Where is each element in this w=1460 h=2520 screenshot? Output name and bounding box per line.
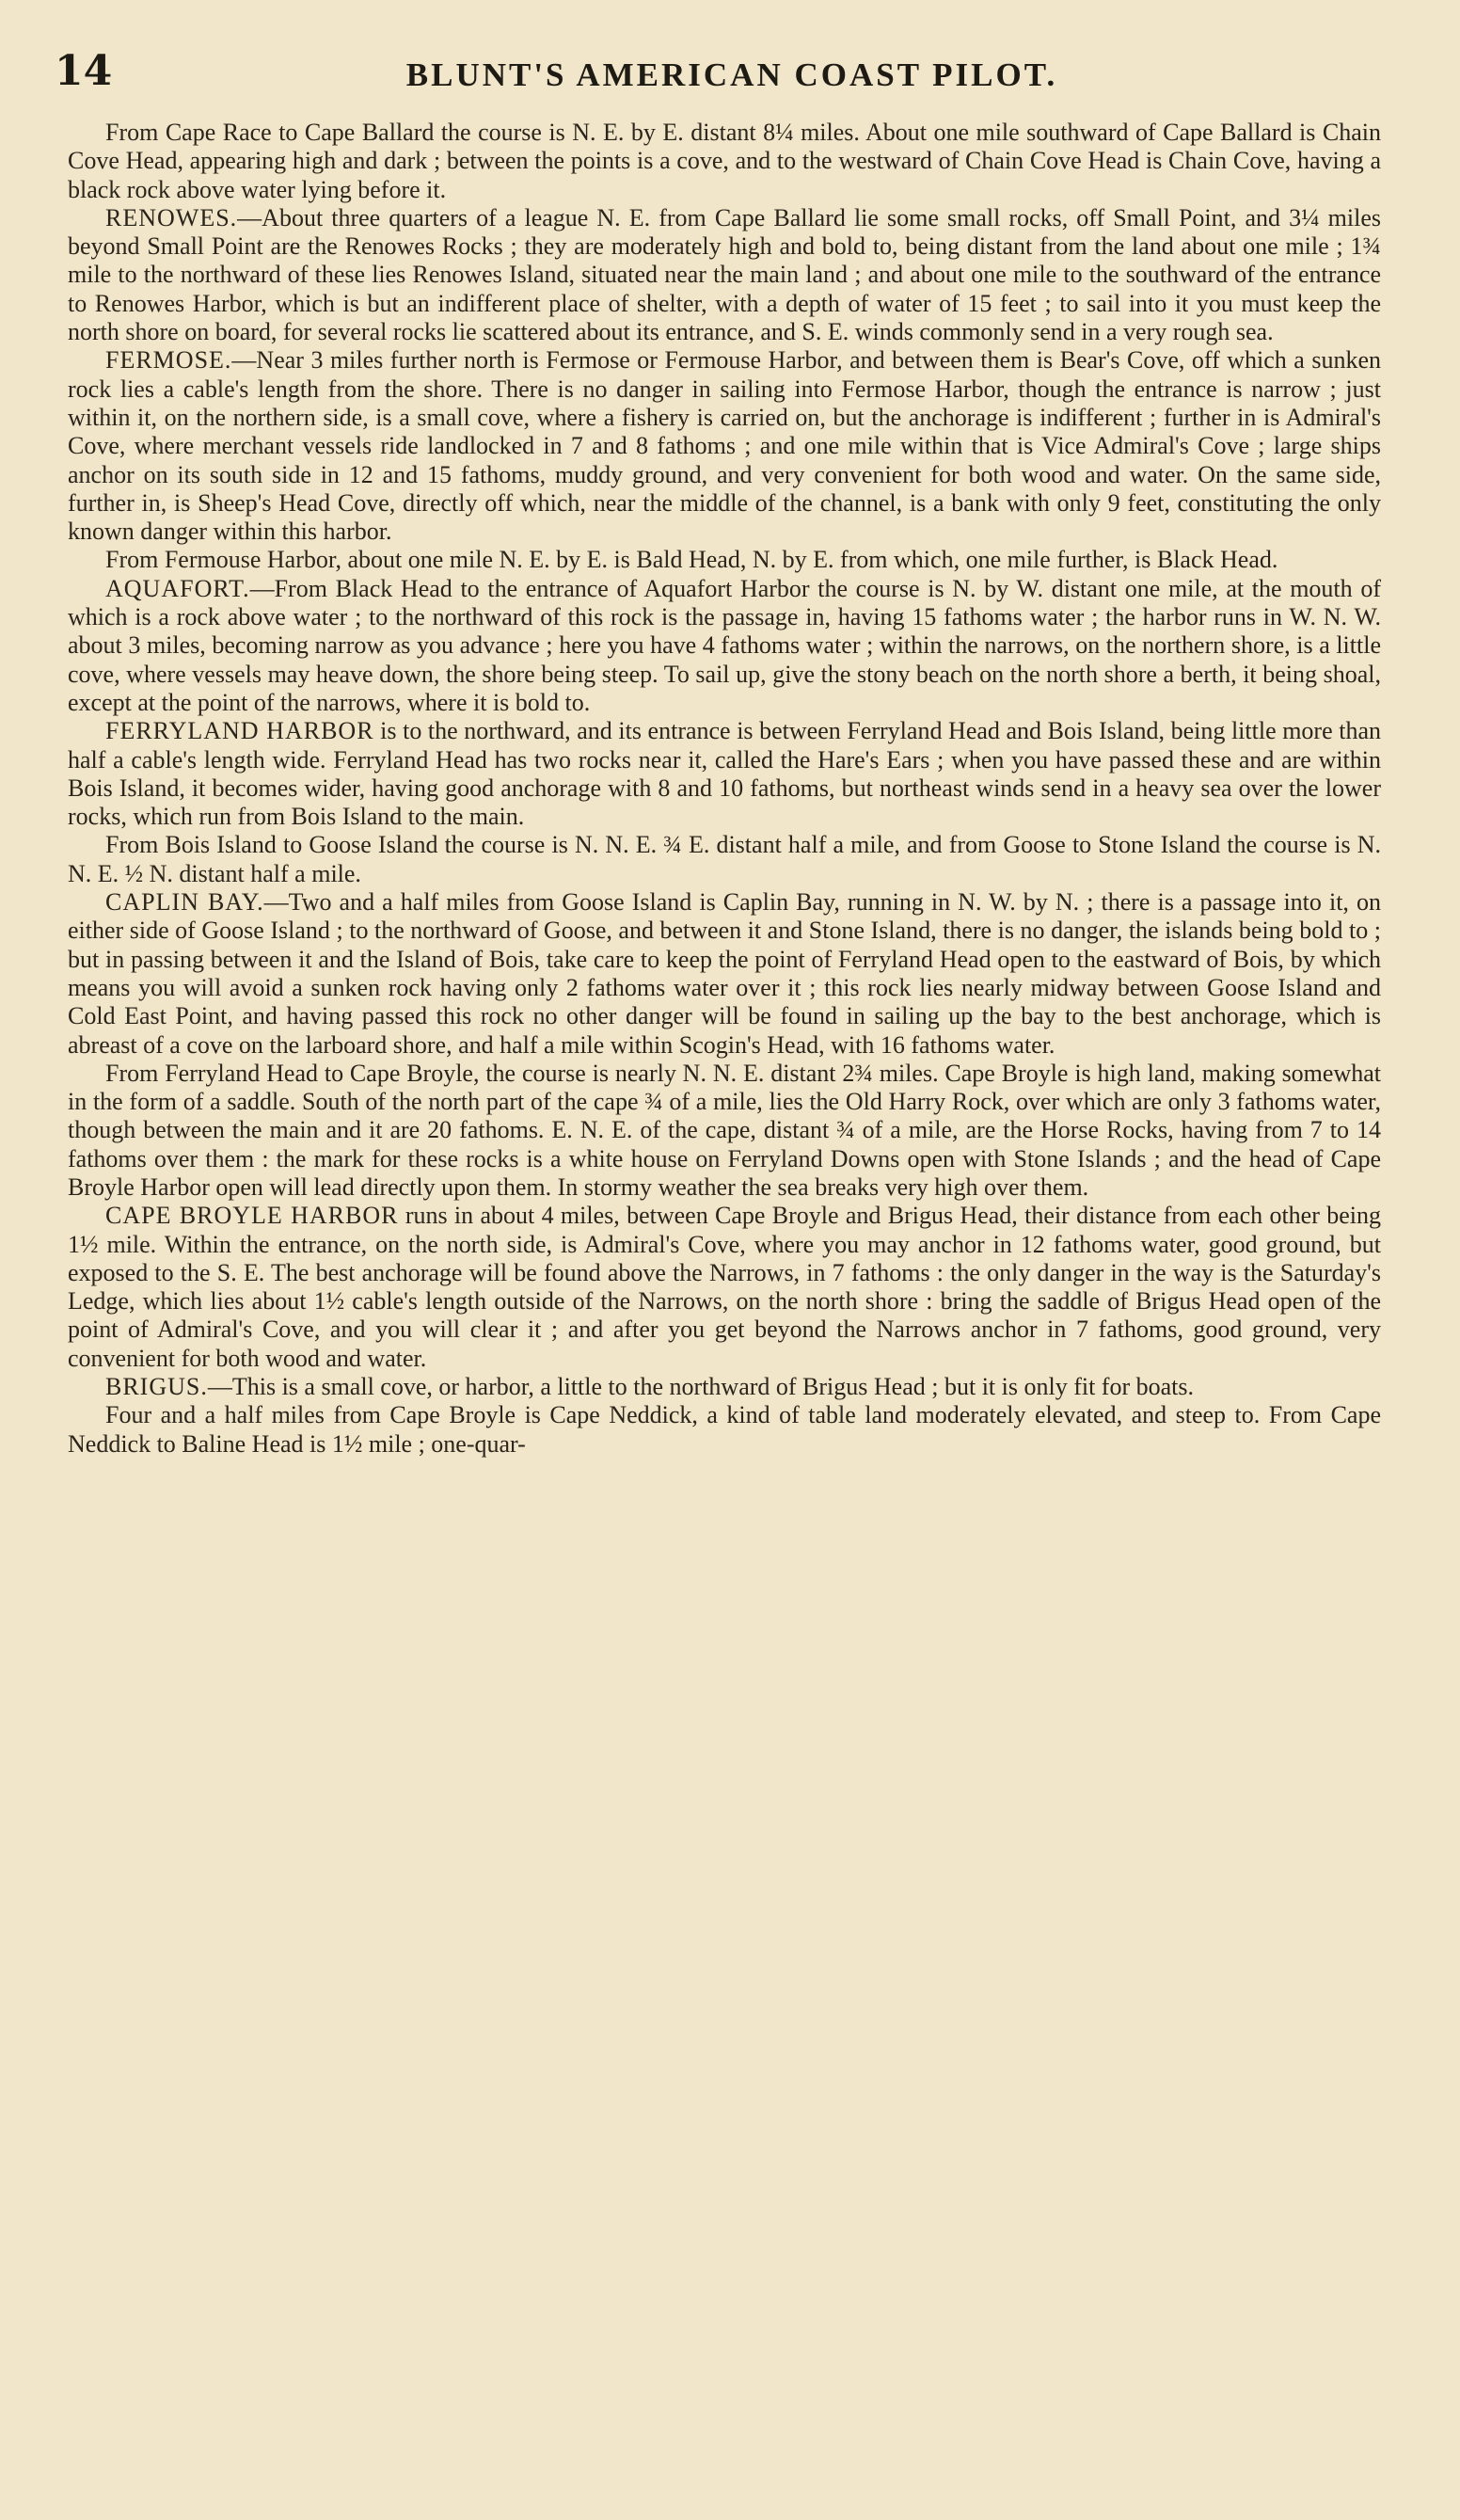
section-heading-ferryland-harbor: FERRYLAND HARBOR	[105, 717, 374, 745]
paragraph-text: From Fermouse Harbor, about one mile N. E. by E. is Bald Head, N. by E. from which, one mile further, is Black Head.	[105, 546, 1278, 574]
paragraph-text: —Near 3 miles further north is Fermose or Fermouse Harbor, and between them is Bear's Cove, off which a sunken rock lies a cable's length from the shore. There is no danger in sailing into Fermose Harbor, though the entrance is narrow ; just within it, on the northern side, is a small cove, where a fishery is carried on, but the anchorage is indifferent ; further in is Admiral's Cove, where merchant vessels ride landlocked in 7 and 8 fathoms ; and one mile within that is Vice Admiral's Cove ; large ships anchor on its south side in 12 and 15 fathoms, muddy ground, and very convenient for both wood and water. On the same side, further in, is Sheep's Head Cove, directly off which, near the middle of the channel, is a bank with only 9 feet, constituting the only known danger within this harbor.	[68, 346, 1381, 546]
running-title: BLUNT'S AMERICAN COAST PILOT.	[405, 56, 1058, 93]
page-header	[55, 38, 1409, 104]
page-number: 14	[55, 47, 113, 95]
paragraph-fermose	[68, 346, 1381, 546]
paragraph-text: runs in about 4 miles, between Cape Broyle and Brigus Head, their distance from each other being 1½ mile. Within the entrance, on the north side, is Admiral's Cove, where you may anchor in 12 fathoms water, good ground, but exposed to the S. E. The best anchorage will be found above the Narrows, in 7 fathoms : the only danger in the way is the Saturday's Ledge, which lies about 1½ cable's length outside of the Narrows, on the north shore : bring the saddle of Brigus Head open of the point of Admiral's Cove, and you will clear it ; and after you get beyond the Narrows anchor in 7 fathoms, good ground, very convenient for both wood and water.	[68, 1202, 1381, 1372]
paragraph-text: —From Black Head to the entrance of Aquafort Harbor the course is N. by W. distant one mile, at the mouth of which is a rock above water ; to the northward of this rock is the passage in, having 15 fathoms water ; the harbor runs in W. N. W. about 3 miles, becoming narrow as you advance ; here you have 4 fathoms water ; within the narrows, on the northern shore, is a little cove, where vessels may heave down, the shore being steep. To sail up, give the stony beach on the north shore a berth, it being shoal, except at the point of the narrows, where it is bold to.	[68, 574, 1381, 716]
paragraph-text: —This is a small cove, or harbor, a little to the northward of Brigus Head ; but it is only fit for boats.	[207, 1373, 1195, 1401]
paragraph-bois-island	[68, 831, 1381, 888]
paragraph-text: is to the northward, and its entrance is between Ferryland Head and Bois Island, being little more than half a cable's length wide. Ferryland Head has two rocks near it, called the Hare's Ears ; when you have passed these and are within Bois Island, it becomes wider, having good anchorage with 8 and 10 fathoms, but northeast winds send in a heavy sea over the lower rocks, which run from Bois Island to the main.	[68, 717, 1381, 831]
paragraph-ferryland-harbor	[68, 717, 1381, 831]
paragraph-cape-broyle-harbor	[68, 1202, 1381, 1373]
paragraph-text: From Ferryland Head to Cape Broyle, the course is nearly N. N. E. distant 2¾ miles. Cape Broyle is high land, making somewhat in the form of a saddle. South of the north part of the cape ¾ of a mile, lies the Old Harry Rock, over which are only 3 fathoms water, though between the main and it are 20 fathoms. E. N. E. of the cape, distant ¾ of a mile, are the Horse Rocks, having from 7 to 14 fathoms over them : the mark for these rocks is a white house on Ferryland Downs open with Stone Islands ; and the head of Cape Broyle Harbor open will lead directly upon them. In stormy weather the sea breaks very high over them.	[68, 1059, 1381, 1201]
paragraph-cape-neddick	[68, 1401, 1381, 1459]
section-heading-brigus: BRIGUS.	[105, 1373, 208, 1401]
paragraph-fermouse-harbor	[68, 546, 1381, 574]
paragraph-caplin-bay	[68, 888, 1381, 1060]
paragraph-cape-broyle	[68, 1060, 1381, 1202]
paragraph-text: Four and a half miles from Cape Broyle is Cape Neddick, a kind of table land moderately elevated, and steep to. From Cape Neddick to Baline Head is 1½ mile ; one-quar-	[68, 1401, 1381, 1458]
paragraph-aquafort	[68, 575, 1381, 717]
section-heading-renowes: RENOWES.	[105, 203, 238, 231]
paragraph-renowes	[68, 204, 1381, 346]
paragraph-text: —Two and a half miles from Goose Island is Caplin Bay, running in N. W. by N. ; there is a passage into it, on either side of Goose Island ; to the northward of Goose, and between it and Stone Island, there is no danger, the islands being bold to ; but in passing between it and the Island of Bois, take care to keep the point of Ferryland Head open to the eastward of Bois, by which means you will avoid a sunken rock having only 2 fathoms water over it ; this rock lies nearly midway between Goose Island and Cold East Point, and having passed this rock no other danger will be found in sailing up the bay to the best anchorage, which is abreast of a cove on the larboard shore, and half a mile within Scogin's Head, with 16 fathoms water.	[68, 888, 1381, 1059]
section-heading-aquafort: AQUAFORT.	[105, 574, 250, 602]
section-heading-fermose: FERMOSE.	[105, 346, 232, 375]
paragraph-text: —About three quarters of a league N. E. from Cape Ballard lie some small rocks, off Small Point, and 3¼ miles beyond Small Point are the Renowes Rocks ; they are moderately high and bold to, being distant from the land about one mile ; 1¾ mile to the northward of these lies Renowes Island, situated near the main land ; and about one mile to the southward of the entrance to Renowes Harbor, which is but an indifferent place of shelter, with a depth of water of 15 feet ; to sail into it you must keep the north shore on board, for several rocks lie scattered about its entrance, and S. E. winds commonly send in a very rough sea.	[68, 203, 1381, 346]
paragraph-cape-race	[68, 119, 1381, 204]
body-text	[68, 119, 1381, 1459]
paragraph-brigus	[68, 1373, 1381, 1401]
paragraph-text: From Cape Race to Cape Ballard the course is N. E. by E. distant 8¼ miles. About one mile southward of Cape Ballard is Chain Cove Head, appearing high and dark ; between the points is a cove, and to the westward of Chain Cove Head is Chain Cove, having a black rock above water lying before it.	[68, 119, 1381, 203]
section-heading-caplin-bay: CAPLIN BAY.	[105, 888, 264, 917]
paragraph-text: From Bois Island to Goose Island the course is N. N. E. ¾ E. distant half a mile, and from Goose to Stone Island the course is N. N. E. ½ N. distant half a mile.	[68, 831, 1381, 887]
section-heading-cape-broyle-harbor: CAPE BROYLE HARBOR	[105, 1202, 399, 1230]
